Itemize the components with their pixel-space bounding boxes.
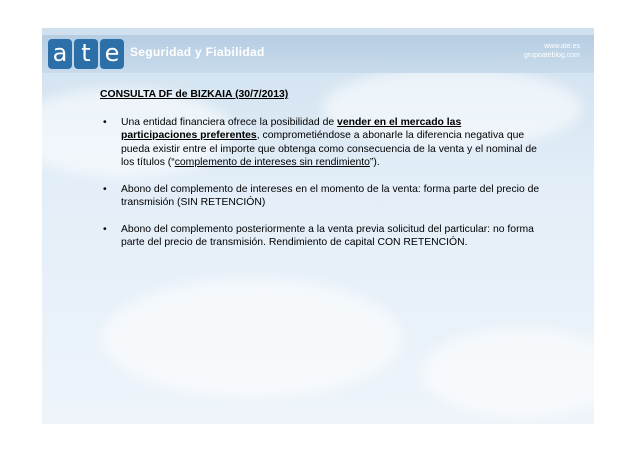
cloud-decoration bbox=[422, 328, 594, 418]
bullet-icon: • bbox=[103, 223, 107, 235]
bullet-item-3 bbox=[100, 223, 540, 250]
cloud-decoration bbox=[102, 278, 402, 398]
item1-text: Una entidad financiera ofrece la posibilidad de bbox=[121, 116, 338, 128]
header-band bbox=[42, 35, 594, 73]
bullet-icon: • bbox=[103, 116, 107, 128]
header-urls bbox=[524, 42, 580, 60]
item1-text-end: ”). bbox=[369, 157, 380, 168]
item1-text-continued: , comprometiéndose a abonarle la diferencia negativa que pueda existir entre el importe que obtenga como consecuencia de la venta y el nominal de los títulos (“ bbox=[121, 130, 537, 168]
slide-content bbox=[100, 88, 540, 263]
item3-text: Abono del complemento posteriormente a la venta previa solicitud del particular: no forma parte del precio de transmisión. Rendimiento de capital CON RETENCIÓN. bbox=[121, 223, 534, 248]
item1-emphasis: vender en el mercado las participaciones preferentes bbox=[121, 116, 462, 141]
ate-logo bbox=[48, 37, 124, 71]
logo-letter: t bbox=[74, 39, 98, 69]
bullet-item-1 bbox=[100, 116, 540, 170]
logo-letter: a bbox=[48, 39, 72, 69]
url-blog: grupoateblog.com bbox=[523, 52, 580, 59]
url-website: www.ate.es bbox=[544, 43, 580, 50]
tagline: Seguridad y Fiabilidad bbox=[130, 45, 265, 59]
logo-letter: e bbox=[100, 39, 124, 69]
consulta-heading: CONSULTA DF de BIZKAIA (30/7/2013) bbox=[100, 89, 289, 100]
bullet-icon: • bbox=[103, 183, 107, 195]
bullet-item-2 bbox=[100, 183, 540, 210]
item1-underlined-term: complemento de intereses sin rendimiento bbox=[174, 157, 370, 168]
item2-text: Abono del complemento de intereses en el momento de la venta: forma parte del precio de transmisión (SIN RETENCIÓN) bbox=[121, 183, 540, 208]
